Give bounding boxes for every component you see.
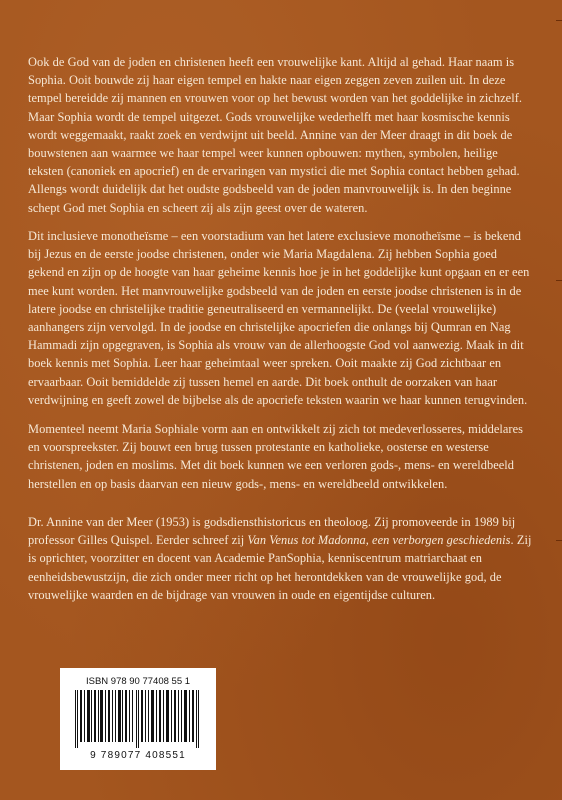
- author-bio: [28, 513, 534, 604]
- edge-tick: [556, 540, 562, 541]
- book-title-reference: Van Venus tot Madonna, een verborgen geschiedenis: [247, 533, 511, 548]
- barcode-digits: 9 789077 408551: [90, 750, 186, 761]
- edge-tick: [556, 280, 562, 281]
- blurb-paragraph-1: Ook de God van de joden en christenen heeft een vrouwelijke kant. Altijd al gehad. Haar naam is Sophia. Ooit bouwde zij haar eigen tempel en hakte naar eigen zeggen zeven zuilen uit. In deze tempel bereidde zij mannen en vrouwen voor op het bewust worden van het goddelijke in zichzelf. Maar Sophia wordt de tempel uitgezet. Gods vrouwelijke wederhelft met haar kosmische kennis wordt weggemaakt, raakt zoek en verdwijnt uit beeld. Annine van der Meer draagt in dit boek de bouwstenen aan waarmee we haar tempel weer kunnen opbouwen: mythen, symbolen, heilige teksten (canoniek en apocrief) en de ervaringen van mystici die met Sophia contact hebben gehad. Allengs wordt duidelijk dat het oudste godsbeeld van de joden manvrouwelijk is. In den beginne schept God met Sophia en scheert zij als zijn geest over de wateren.: [28, 55, 523, 215]
- edge-tick: [556, 20, 562, 21]
- barcode-icon: [72, 690, 204, 748]
- blurb-paragraph-3: Momenteel neemt Maria Sophiale vorm aan en ontwikkelt zij zich tot medeverlosseres, middelares en voorspreekster. Zij bouwt een brug tussen protestante en katholieke, oosterse en westerse christenen, joden en moslims. Met dit boek kunnen we een verloren gods-, mens- en wereldbeeld herstellen en op basis daarvan een nieuw gods-, mens- en wereldbeeld ontwikkelen.: [28, 422, 524, 491]
- isbn-text: ISBN 978 90 77408 55 1: [85, 676, 191, 687]
- blurb-paragraph-2: Dit inclusieve monotheïsme – een voorstadium van het latere exclusieve monotheïsme – is bekend bij Jezus en de eerste joodse christenen, onder wie Maria Magdalena. Zij hebben Sophia goed gekend en zijn op de hoogte van haar geheime kennis hoe je in het goddelijke kunt opgaan en er een mee kunt worden. Het manvrouwelijke godsbeeld van de joden en eerste joodse christenen is in de latere joodse en christelijke traditie geneutraliseerd en vermannelijkt. De (veelal vrouwelijke) aanhangers zijn vervolgd. In de joodse en christelijke apocriefen die onlangs bij Qumran en Nag Hammadi zijn opgegraven, is Sophia als vrouw van de allerhoogste God vol aanwezig. Maak in dit boek kennis met Sophia. Leer haar geheimtaal weer spreken. Ooit maakte zij God zichtbaar en ervaarbaar. Ooit bemiddelde zij tussen hemel en aarde. Dit boek onthult de oorzaken van haar verdwijning en geeft zowel de bijbelse als de apocriefe teksten waarin we haar kunnen terugvinden.: [28, 229, 530, 407]
- author-bio-text: Dr. Annine van der Meer (1953) is godsdiensthistoricus en theoloog. Zij promoveerde in 1989 bij professor Gilles Quispel. Eerder schreef zij: [28, 515, 516, 548]
- barcode-label: [60, 668, 216, 770]
- author-bio-text-end: . Zij is oprichter, voorzitter en docent van Academie PanSophia, kenniscentrum matriarchaat en eenheidsbewustzijn, die zich onder meer richt op het herontdekken van de vrouwelijke god, de vrouwelijke waarden en de bijdrage van vrouwen in oude en eigentijdse culturen.: [28, 533, 532, 602]
